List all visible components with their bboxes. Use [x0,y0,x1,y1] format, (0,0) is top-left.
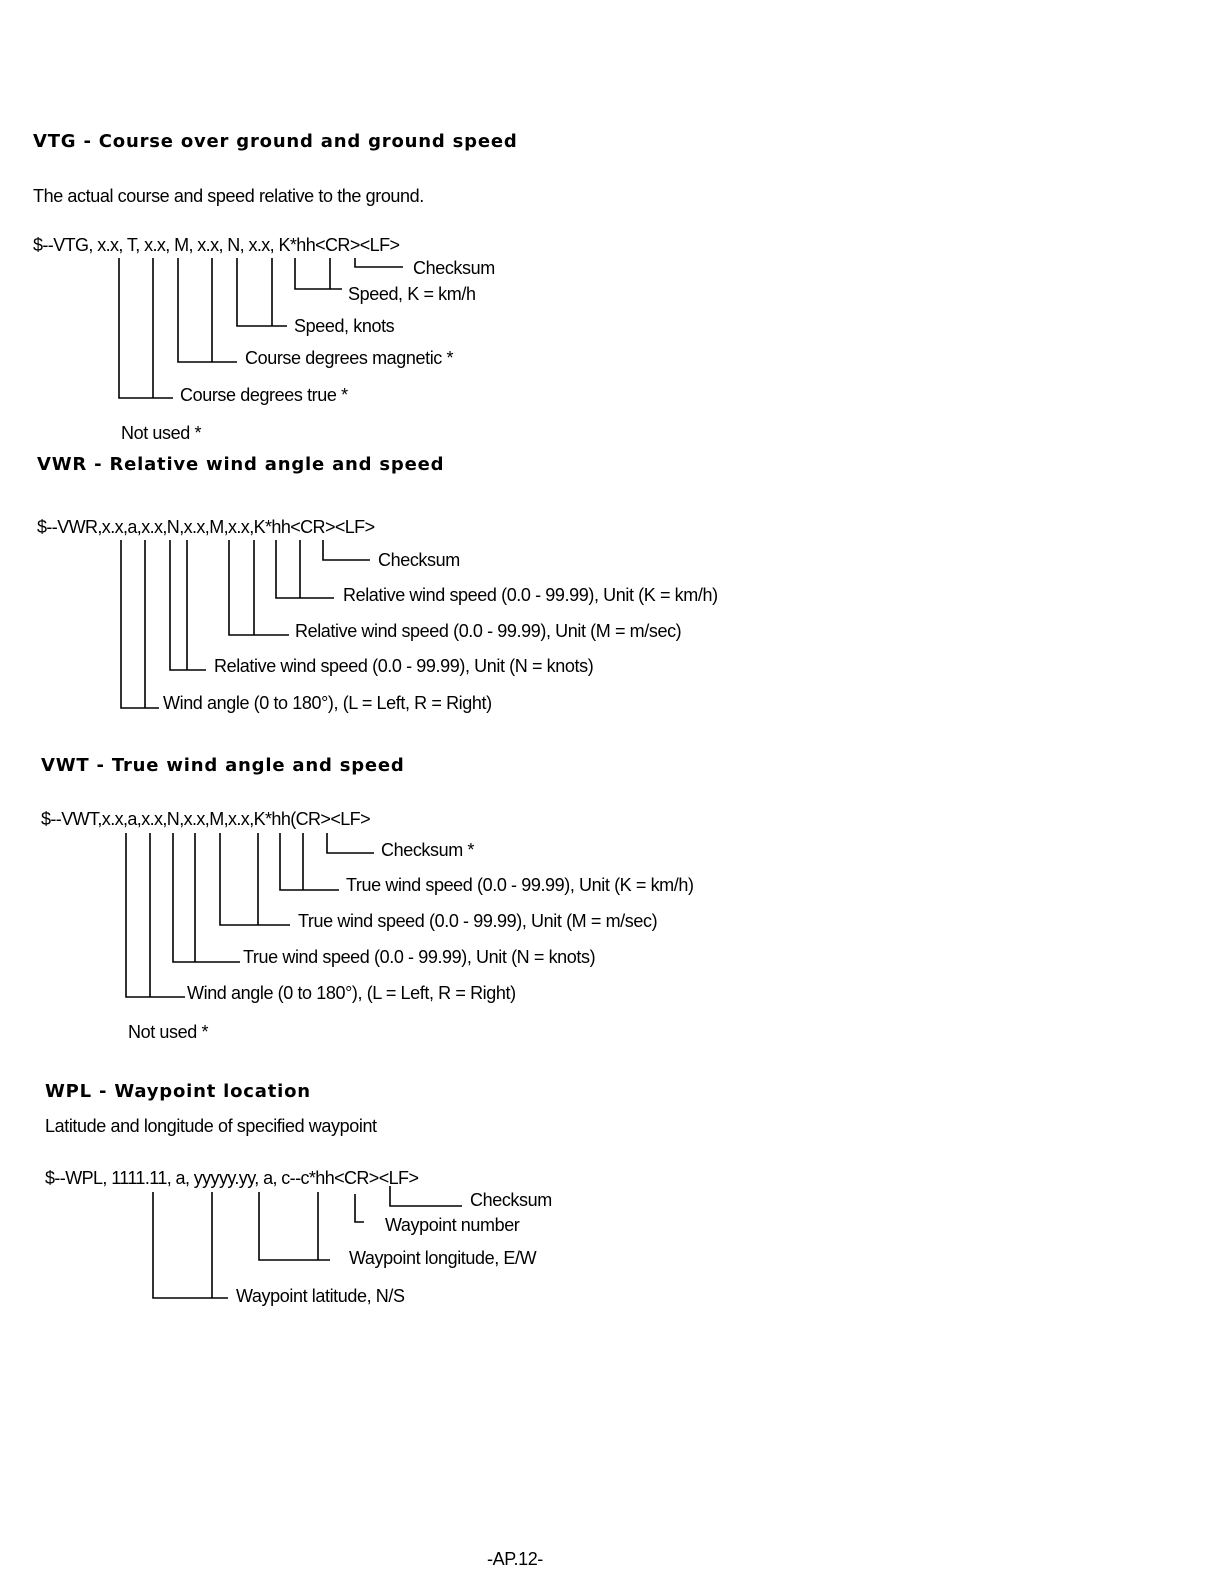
vwt-field-speed-msec: True wind speed (0.0 - 99.99), Unit (M = m/sec) [298,911,658,931]
vtg-field-course-magnetic: Course degrees magnetic * [245,348,454,368]
vtg-title: VTG - Course over ground and ground speed [33,131,518,152]
vwt-field-speed-kmh: True wind speed (0.0 - 99.99), Unit (K = km/h) [346,875,694,895]
vwr-field-speed-kmh: Relative wind speed (0.0 - 99.99), Unit (K = km/h) [343,585,718,605]
vwr-field-checksum: Checksum [378,550,460,570]
wpl-connectors [153,1186,462,1298]
vwr-field-wind-angle: Wind angle (0 to 180°), (L = Left, R = Right) [163,693,492,713]
wpl-title: WPL - Waypoint location [45,1081,311,1102]
wpl-description: Latitude and longitude of specified waypoint [45,1116,377,1136]
vtg-sentence: $--VTG, x.x, T, x.x, M, x.x, N, x.x, K*hh<CR><LF> [33,235,400,255]
page-number: -AP.12- [487,1549,543,1569]
vwt-field-wind-angle: Wind angle (0 to 180°), (L = Left, R = Right) [187,983,516,1003]
wpl-field-latitude: Waypoint latitude, N/S [236,1286,405,1306]
vtg-field-checksum: Checksum [413,258,495,278]
wpl-field-checksum: Checksum [470,1190,552,1210]
wpl-field-waypoint-number: Waypoint number [385,1215,520,1235]
vwt-field-checksum: Checksum * [381,840,475,860]
vtg-description: The actual course and speed relative to the ground. [33,186,424,206]
vtg-field-not-used: Not used * [121,423,202,443]
vwr-title: VWR - Relative wind angle and speed [37,454,445,475]
vwt-field-speed-knots: True wind speed (0.0 - 99.99), Unit (N = knots) [243,947,596,967]
vtg-field-course-true: Course degrees true * [180,385,348,405]
vtg-field-speed-knots: Speed, knots [294,316,395,336]
vwt-field-not-used: Not used * [128,1022,209,1042]
wpl-field-longitude: Waypoint longitude, E/W [349,1248,537,1268]
vwr-sentence: $--VWR,x.x,a,x.x,N,x.x,M,x.x,K*hh<CR><LF> [37,517,375,537]
vwt-title: VWT - True wind angle and speed [41,755,405,776]
vtg-field-speed-kmh: Speed, K = km/h [348,284,476,304]
vwr-field-speed-knots: Relative wind speed (0.0 - 99.99), Unit (N = knots) [214,656,594,676]
wpl-sentence: $--WPL, 1111.11, a, yyyyy.yy, a, c--c*hh<CR><LF> [45,1168,419,1188]
vwt-sentence: $--VWT,x.x,a,x.x,N,x.x,M,x.x,K*hh(CR><LF> [41,809,370,829]
vwr-field-speed-msec: Relative wind speed (0.0 - 99.99), Unit (M = m/sec) [295,621,682,641]
